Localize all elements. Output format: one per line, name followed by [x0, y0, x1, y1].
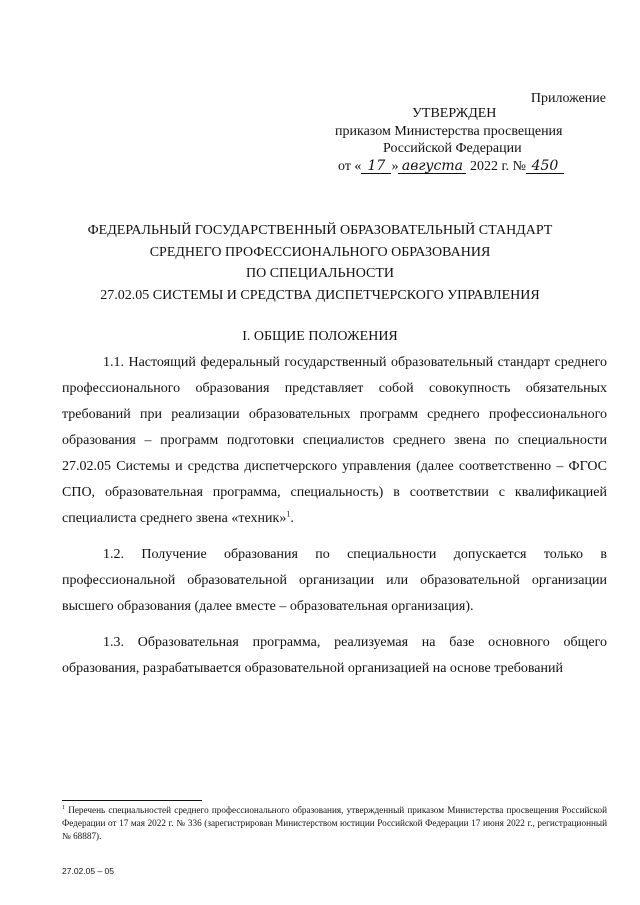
approval-date-line — [338, 159, 564, 175]
date-year: 2022 г. № — [469, 159, 526, 174]
paragraph-1-3: 1.3. Образовательная программа, реализуемая на базе основного общего образования, разрабатывается образовательной организацией на основе требований — [62, 635, 607, 676]
approval-federation-line: Российской Федерации — [383, 141, 522, 156]
date-quote-close: » — [391, 159, 399, 174]
footnote-divider — [62, 800, 202, 801]
footnote-marker: 1 — [62, 804, 65, 811]
document-title — [0, 220, 640, 306]
handwritten-order-number: 450 — [526, 159, 564, 174]
title-line-4: 27.02.05 СИСТЕМЫ И СРЕДСТВА ДИСПЕТЧЕРСКОГО УПРАВЛЕНИЯ — [100, 287, 540, 303]
title-line-1: ФЕДЕРАЛЬНЫЙ ГОСУДАРСТВЕННЫЙ ОБРАЗОВАТЕЛЬНЫЙ СТАНДАРТ — [87, 223, 553, 238]
date-prefix: от « — [338, 159, 362, 174]
appendix-label: Приложение — [530, 91, 606, 106]
footnote — [62, 804, 607, 843]
footnote-text: Перечень специальностей среднего профессионального образования, утвержденный приказом Министерства просвещения Российской Федерации от 17 мая 2022 г. № 336 (зарегистрирован Министерством юстиции Российской Федерации 17 июня 2022 г., регистрационный № 68887). — [62, 805, 607, 841]
footnote-reference: 1 — [286, 509, 291, 519]
body-text — [62, 350, 607, 682]
handwritten-month: августа — [398, 159, 466, 174]
handwritten-day: 17 — [361, 159, 391, 174]
paragraph-1-1: 1.1. Настоящий федеральный государственный образовательный стандарт среднего профессионального образования представляет собой совокупность обязательных требований при реализации образовательных программ среднего профессионального образования – программ подготовки специалистов среднего звена по специальности 27.02.05 Системы и средства диспетчерского управления (далее соответственно – ФГОС СПО, образовательная программа, специальность) в соответствии с квалификацией специалиста среднего звена «техник»$^1$. — [62, 355, 607, 526]
approval-order-line: приказом Министерства просвещения — [335, 124, 563, 139]
approval-title: УТВЕРЖДЕН — [412, 106, 497, 121]
title-line-2: СРЕДНЕГО ПРОФЕССИОНАЛЬНОГО ОБРАЗОВАНИЯ — [149, 244, 491, 260]
document-code: 27.02.05 – 05 — [62, 866, 114, 876]
paragraph-1-2: 1.2. Получение образования по специальности допускается только в профессиональной образовательной организации или образовательной организации высшего образования (далее вместе – образовательная организация). — [62, 547, 607, 614]
section-heading: I. ОБЩИЕ ПОЛОЖЕНИЯ — [242, 329, 398, 344]
title-line-3: ПО СПЕЦИАЛЬНОСТИ — [246, 266, 394, 281]
